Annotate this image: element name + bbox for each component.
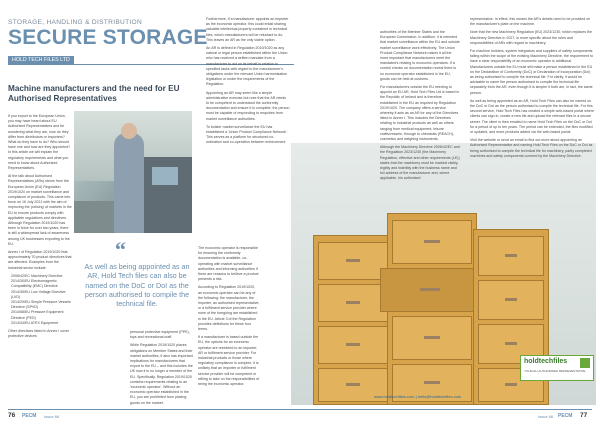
logo-mark-icon [580,358,590,368]
paragraph: Visit the website or send an email to find out more about appointing an Authorised Representative and naming Hold Tech Files on the DoC or DoI as being authorised to compile the technical file for machinery, partly completed machines and safety components covered by the Machinery Directive. [470,138,593,158]
paragraph: Although the Machinery Directive 2006/42/EC and the Regulation 2023/1230 (the Machinery Regulation, effective and other requirements (LE)) states that the machinery must be marked visibly, legibly and indelibly with the business name and full address of the manufacturer and, where applicable, his authorised [380,145,460,181]
logo-tagline: YOUR EU AUTHORISED REPRESENTATIVE [524,369,586,373]
paragraph: For manufacturers outside the EU needing to appoint an EU AR, Hold Tech Files Ltd is based in the Republic of Ireland and is therefore established in the EU as required by Regulation 2019/1020. The company offers a service whereby it acts as an AR for any of the Directives listed in Annex I. This includes the Directives relating to industrial products as well as others ranging from medical equipment, leisure crafts/vessels, through to chemicals (REACH), cosmetics and weighing instruments. [380,85,460,142]
column-1 [8,114,72,342]
photo-machine-screen [152,167,178,185]
paragraph: Note that the new Machinery Regulation (EU) 2023/1230, which replaces the Machinery Directive in 2027, is more specific about the roles and responsibilities of ARs with regard to machinery. [470,30,593,45]
quote-icon: “ [115,237,126,262]
company-tag: HOLD TECH FILES LTD [8,56,74,65]
paragraph: To bolster market surveillance the EU has established a 'Union Product Compliance Network'. This serves as a platform for structured co-ordination and co-operation between enforcement [206,124,288,145]
list-item: 2014/34/EU ATEX Equipment [11,320,59,325]
paragraph: An AR is defined in Regulation 2019/1020 as any natural or legal person established within the Union who has received a written mandate from a manufacturer to act on its behalf in relation to specified tasks with regard to the manufacturer's obligations under the relevant Union harmonisation legislation or under the requirements of the Regulation. [206,46,288,87]
list-item: 2006/42/EC Machinery Directive [11,273,63,278]
photo-person [114,133,144,233]
paragraph: As well as being appointed as an AR, Hold Tech Files can also be named on the DoC or DoI as the person authorised to compile the technical file. For this second service, Hold Tech Files has created a simple web-based portal where clients can sign in, create a new file and upload the relevant files in a secure server. The client is then emailed to name Hold Tech Files on the DoC or DoI for a period of up to ten years. The period can be extended, the files modified or updated, and more products added via the web-based portal. [470,98,594,135]
issue-right: Issue 66 [538,414,554,419]
paragraph: At the talk about Authorised Representatives (ARs) stems from the European Union (EU) Regulation 2019/1020 on market surveillance and compliance of products. This came into force on 16 July 2021 with the aim of improving the 'policing' of markets in the EU to ensure products comply with applicable regulations and directives. Although Regulation 2019/1020 has been in force for over two years, there is still a widespread lack of awareness among UK businesses exporting to the EU. [8,174,72,246]
paragraph: Appointing an AR may seem like a simple administrative exercise but note that the AR needs to be competent to understand the conformity documentation and ensure it is complete; the person must be capable of responding to enquiries from market surveillance authorities. [206,90,290,121]
list-item: 2014/30/EU Electromagnetic Compatibility (EMC) Directive [11,279,58,289]
paragraph: Annex I of Regulation 2019/1020 lists approximately 70 product directives that are affected. Examples from the industrial sector include: [8,250,72,270]
page-number-right: 77 [580,412,588,419]
column-2 [130,330,194,409]
section-title: STORAGE, HANDLING & DISTRIBUTION [8,19,143,26]
cabinet [313,235,393,405]
article-headline: Machine manufacturers and the need for EU Authorised Representatives [8,84,180,103]
paragraph: If you export to the European Union, you may have heard about EU Authorised Representatives and be wondering what they are, now do they differ from distributors or importers? What do they have to do? Who should have one and how are they appointed? In this article we will explain the regulatory requirements and what you need to know about Authorised Representatives. [8,114,71,171]
footer-rule [8,409,592,410]
publication-name-right: PECM [558,413,573,419]
engineer-photo [74,111,192,233]
paragraph: For machine builders, system integrators and suppliers of safety components falling within the scope of the existing Machinery Directive, the requirement to have a clear responsibility of an economic operator is additional. Manufacturers outside the EU must still make a person established in the EU on the Declaration of Conformity (DoC) or Declaration of Incorporation (DoI) as being authorised to compile the technical file. For clarity, it would be advisable to name the person authorised to compile the technical file separately from the AR, even though it is simpler if both are, in fact, the same person. [470,49,594,95]
paragraph: representative. In effect, this means the AR's details need to be provided on the manufacturer's plate on the machine. [470,17,591,27]
column-3 [198,246,260,390]
paragraph: If a manufacturer is based outside the EU, the options for an economic operator are restricted to an importer, AR or fulfilment service provider. For industrial products or those where regulatory compliance is complex, it is unlikely that an importer or fulfilment service provider will be competent or willing to take on the responsibilities of being the economic operator. [198,335,260,387]
pull-quote: As well as being appointed as an AR, Hold Tech files can also be named on the DoC or DoI as the person authorised to compile the technical file. [84,262,190,309]
list-item: 2014/29/EU Simple Pressure Vessels Directive (SPVD) [11,299,71,310]
cabinet-open [387,213,477,405]
photo-person-head [121,123,137,139]
paragraph: Other directives listed in Annex I cover protective devices [8,328,70,339]
paragraph: personal protective equipment (PPE), toys and recreational craft. [130,330,190,340]
paragraph: The economic operator is responsible for ensuring the conformity documentation is available, co-operating with market surveillance authorities and informing authorities if there are reasons to believe a product presents a risk. [198,246,259,282]
list-item: 2014/35/EU Low Voltage Directive (LVD) [11,289,66,299]
issue-left: Issue 66 [44,414,60,419]
page-title: SECURE STORAGE [8,26,208,49]
publication-name-left: PECM [22,413,37,419]
column-5 [380,30,460,185]
paragraph: Furthermore, if a manufacturer appoints an importer as the economic operator, this could entail sharing valuable intellectual property contained in technical files, which manufacturers will be reluctant to do. This leaves an AR as the only viable option. [206,17,289,42]
paragraph: authorities of the Member States and the European Commission. In addition, it is intended that market surveillance within the EU and outside market surveillance work effectively. The Union Product Compliance Network makes it all the more important that manufacturers meet the mandated's relating to economic operators. If a control checks on documentation reveal there is no economic operator established in the EU, goods can be held at customs. [380,30,460,81]
paragraph: While Regulation 2019/1020 places obligations on Member States and their market authorities, it also has important implications for manufacturers that export to the EU – and this includes the UK now it is no longer a member of the EU. Specifically, Regulation 2019/1020 contains requirements relating to an 'economic operator'. Without an economic operator established in the EU, you are prohibited from placing goods on the market. [130,343,193,405]
page-number-left: 76 [8,412,16,419]
column-4 [206,17,290,149]
column-6 [470,17,594,162]
directive-list [8,274,72,326]
list-item: 2014/68/EU Pressure Equipment Directive (PED) [11,310,64,320]
paragraph: According to Regulation 2019/1020, an economic operator can be any of the following: the manufacturer, the importer, an authorised representative, or a fulfilment service provider where none of the foregoing are established in the EU. Article 3 of the Regulation provides definitions for these four terms. [198,285,260,332]
logo-name: holdtechfiles [524,358,568,365]
contact-line[interactable]: www.holdtechfiles.com | hello@holdtechfiles.com [374,394,462,399]
